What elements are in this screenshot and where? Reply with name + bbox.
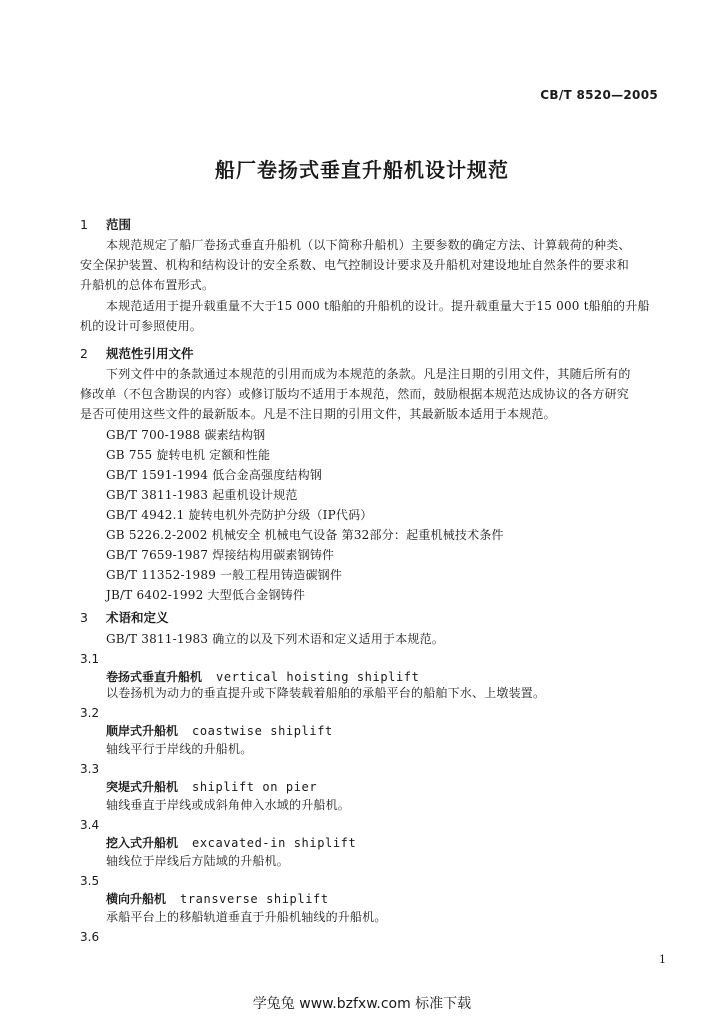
paragraph-line: 修改单（不包含勘误的内容）或修订版均不适用于本规范，然而，鼓励根据本规范达成协议的各方研究: [80, 387, 630, 401]
term-entry: [106, 668, 419, 685]
section-title: 范围: [106, 217, 132, 232]
reference-item: GB 5226.2-2002 机械安全 机械电气设备 第32部分：起重机械技术条件: [106, 528, 504, 542]
term-chinese: 突堤式升船机: [106, 780, 179, 794]
reference-item: GB 755 旋转电机 定额和性能: [106, 448, 271, 462]
term-number: 3.6: [80, 930, 100, 944]
reference-item: JB/T 6402-1992 大型低合金钢铸件: [106, 588, 306, 602]
term-number: 3.5: [80, 874, 100, 888]
term-english: coastwise shiplift: [192, 724, 333, 738]
reference-item: GB/T 4942.1 旋转电机外壳防护分级（IP代码）: [106, 508, 373, 522]
term-definition: 轴线垂直于岸线或成斜角伸入水域的升船机。: [106, 798, 351, 812]
reference-item: GB/T 11352-1989 一般工程用铸造碳钢件: [106, 568, 343, 582]
term-entry: [106, 778, 317, 795]
term-number: 3.1: [80, 652, 100, 666]
paragraph-line: 安全保护装置、机构和结构设计的安全系数、电气控制设计要求及升船机对建设地址自然条件的要求和: [80, 258, 630, 272]
term-english: vertical hoisting shiplift: [216, 670, 420, 684]
term-definition: 承船平台上的移船轨道垂直于升船机轴线的升船机。: [106, 910, 387, 924]
section-number: 1: [80, 217, 88, 232]
section-2-heading: [80, 344, 194, 362]
paragraph-line: 本规范规定了船厂卷扬式垂直升船机（以下简称升船机）主要参数的确定方法、计算载荷的种类、: [106, 238, 631, 252]
reference-item: GB/T 7659-1987 焊接结构用碳素钢铸件: [106, 548, 335, 562]
term-number: 3.3: [80, 762, 100, 776]
term-english: shiplift on pier: [192, 780, 318, 794]
reference-item: GB/T 1591-1994 低合金高强度结构钢: [106, 468, 323, 482]
term-english: transverse shiplift: [180, 892, 329, 906]
paragraph-line: 是否可使用这些文件的最新版本。凡是不注日期的引用文件，其最新版本适用于本规范。: [80, 407, 556, 421]
document-title: 船厂卷扬式垂直升船机设计规范: [215, 158, 509, 182]
section-number: 3: [80, 610, 88, 625]
term-entry: [106, 890, 329, 907]
term-english: excavated-in shiplift: [192, 836, 357, 850]
section-intro: GB/T 3811-1983 确立的以及下列术语和定义适用于本规范。: [106, 632, 445, 646]
term-entry: [106, 834, 356, 851]
standard-code: CB/T 8520—2005: [540, 88, 658, 102]
paragraph-line: 下列文件中的条款通过本规范的引用而成为本规范的条款。凡是注日期的引用文件，其随后所有的: [106, 367, 631, 381]
reference-item: GB/T 3811-1983 起重机设计规范: [106, 488, 298, 502]
footer-watermark: 学兔兔 www.bzfxw.com 标准下载: [252, 996, 472, 1012]
section-number: 2: [80, 346, 88, 361]
reference-item: GB/T 700-1988 碳素结构钢: [106, 428, 266, 442]
term-definition: 以卷扬机为动力的垂直提升或下降装载着船舶的承船平台的船舶下水、上墩装置。: [106, 686, 546, 700]
term-chinese: 顺岸式升船机: [106, 724, 179, 738]
term-definition: 轴线位于岸线后方陆域的升船机。: [106, 854, 290, 868]
page-number: 1: [659, 953, 666, 966]
paragraph-line: 本规范适用于提升载重量不大于15 000 t船舶的升船机的设计。提升载重量大于15 000 t船舶的升船: [106, 299, 650, 313]
term-definition: 轴线平行于岸线的升船机。: [106, 742, 253, 756]
paragraph-line: 机的设计可参照使用。: [80, 319, 203, 333]
term-number: 3.2: [80, 706, 100, 720]
term-chinese: 横向升船机: [106, 892, 167, 906]
term-number: 3.4: [80, 818, 100, 832]
section-3-heading: [80, 608, 169, 626]
section-title: 规范性引用文件: [106, 346, 194, 361]
term-chinese: 卷扬式垂直升船机: [106, 670, 203, 684]
section-1-heading: [80, 215, 131, 233]
paragraph-line: 升船机的总体布置形式。: [80, 278, 215, 292]
term-chinese: 挖入式升船机: [106, 836, 179, 850]
section-title: 术语和定义: [106, 610, 169, 625]
term-entry: [106, 722, 333, 739]
